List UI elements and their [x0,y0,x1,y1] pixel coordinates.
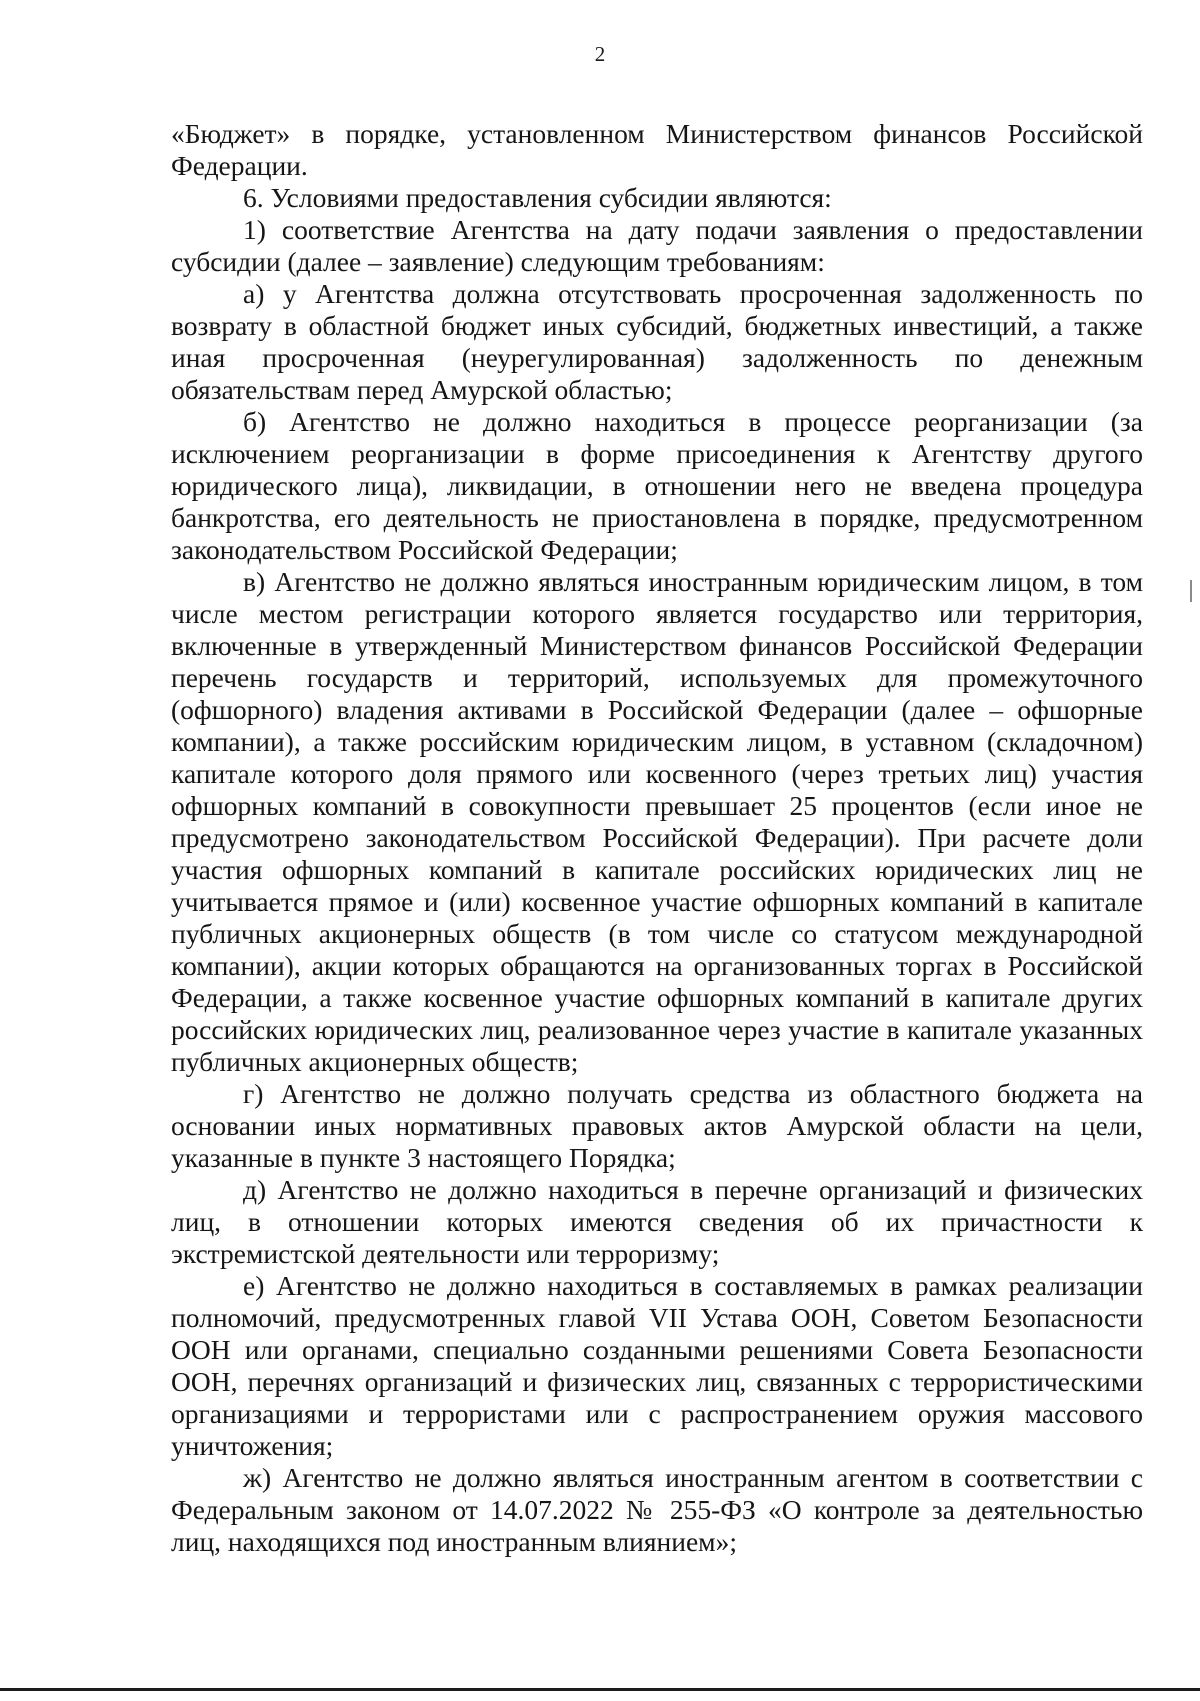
paragraph-subitem-a: а) у Агентства должна отсутствовать просроченная задолженность по возврату в областной бюджет иных субсидий, бюджетных инвестиций, а также иная просроченная (неурегулированная) задолженность по денежным обязательствам перед Амурской областью; [171,278,1143,405]
paragraph-continuation: «Бюджет» в порядке, установленном Министерством финансов Российской Федерации. [171,118,1143,181]
scan-artifact [1190,580,1192,602]
paragraph-subitem-v: в) Агентство не должно являться иностранным юридическим лицом, в том числе местом регистрации которого является государство или территория, включенные в утвержденный Министерством финансов Российской Федерации перечень государств и территорий, используемых для промежуточного (офшорного) владения активами в Российской Федерации (далее – офшорные компании), а также российским юридическим лицом, в уставном (складочном) капитале которого доля прямого или косвенного (через третьих лиц) участия офшорных компаний в совокупности превышает 25 процентов (если иное не предусмотрено законодательством Российской Федерации). При расчете доли участия офшорных компаний в капитале российских юридических лиц не учитывается прямое и (или) косвенное участие офшорных компаний в капитале публичных акционерных обществ (в том числе со статусом международной компании), акции которых обращаются на организованных торгах в Российской Федерации, а также косвенное участие офшорных компаний в капитале других российских юридических лиц, реализованное через участие в капитале указанных публичных акционерных обществ; [171,566,1143,1077]
paragraph-item-6: 6. Условиями предоставления субсидии являются: [243,182,832,213]
bottom-edge-line [0,1688,1200,1691]
page-number: 2 [594,42,606,66]
paragraph-subitem-1: 1) соответствие Агентства на дату подачи заявления о предоставлении субсидии (далее – заявление) следующим требованиям: [171,214,1143,277]
paragraph-subitem-g: г) Агентство не должно получать средства из областного бюджета на основании иных нормативных правовых актов Амурской области на цели, указанные в пункте 3 настоящего Порядка; [171,1078,1143,1173]
paragraph-subitem-zh: ж) Агентство не должно являться иностранным агентом в соответствии с Федеральным законом от 14.07.2022 № 255-ФЗ «О контроле за деятельностью лиц, находящихся под иностранным влиянием»; [171,1462,1143,1557]
paragraph-subitem-e: е) Агентство не должно находиться в составляемых в рамках реализации полномочий, предусмотренных главой VII Устава ООН, Советом Безопасности ООН или органами, специально созданными решениями Совета Безопасности ООН, перечнях организаций и физических лиц, связанных с террористическими организациями и террористами или с распространением оружия массового уничтожения; [171,1270,1143,1461]
paragraph-subitem-d: д) Агентство не должно находиться в перечне организаций и физических лиц, в отношении которых имеются сведения об их причастности к экстремистской деятельности или терроризму; [171,1174,1143,1269]
paragraph-subitem-b: б) Агентство не должно находиться в процессе реорганизации (за исключением реорганизации в форме присоединения к Агентству другого юридического лица), ликвидации, в отношении него не введена процедура банкротства, его деятельность не приостановлена в порядке, предусмотренном законодательством Российской Федерации; [171,406,1143,565]
document-body [171,118,1143,1558]
